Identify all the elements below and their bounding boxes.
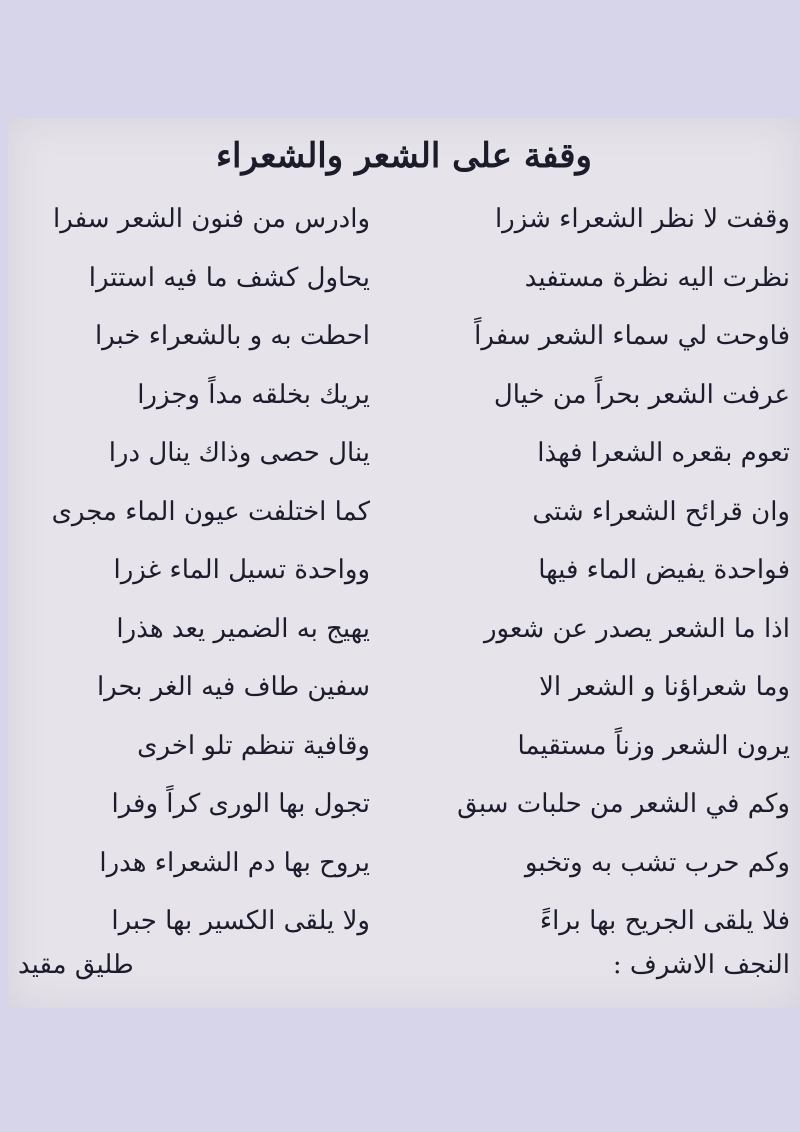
poem-footer <box>18 950 790 1000</box>
verse-first-hemistich: عرفت الشعر بحراً من خيال <box>493 379 790 410</box>
verse-line <box>18 658 790 717</box>
verse-first-hemistich: تعوم بقعره الشعرا فهذا <box>537 438 790 468</box>
verse-line <box>18 307 790 366</box>
verse-line <box>18 892 790 951</box>
verse-line <box>18 834 790 893</box>
verse-second-hemistich: كما اختلفت عيون الماء مجرى <box>51 496 370 527</box>
verse-second-hemistich: وواحدة تسيل الماء غزرا <box>113 555 370 585</box>
signature: طليق مقيد <box>18 950 134 980</box>
verse-first-hemistich: وكم في الشعر من حلبات سبق <box>457 789 790 819</box>
verse-line <box>18 190 790 249</box>
verse-second-hemistich: وقافية تنظم تلو اخرى <box>137 730 370 761</box>
verse-first-hemistich: فواحدة يفيض الماء فيها <box>538 555 790 585</box>
verse-first-hemistich: يرون الشعر وزناً مستقيما <box>517 730 790 761</box>
document-page <box>8 118 800 1008</box>
verse-line <box>18 483 790 542</box>
verse-first-hemistich: وان قرائح الشعراء شتى <box>532 496 790 527</box>
verse-first-hemistich: وكم حرب تشب به وتخبو <box>524 847 790 878</box>
verse-second-hemistich: سفين طاف فيه الغر بحرا <box>96 672 370 702</box>
verse-second-hemistich: ينال حصى وذاك ينال درا <box>108 438 370 468</box>
poem-body <box>18 190 790 951</box>
verse-second-hemistich: يريك بخلقه مداً وجزرا <box>137 379 370 410</box>
verse-second-hemistich: احطت به و بالشعراء خبرا <box>94 321 370 351</box>
verse-line <box>18 249 790 308</box>
verse-second-hemistich: وادرس من فنون الشعر سفرا <box>53 204 370 234</box>
verse-first-hemistich: نظرت اليه نظرة مستفيد <box>524 262 790 293</box>
verse-second-hemistich: تجول بها الورى كراً وفرا <box>111 789 370 819</box>
verse-second-hemistich: يروح بها دم الشعراء هدرا <box>99 847 370 878</box>
verse-first-hemistich: فلا يلقى الجريح بها براءً <box>539 906 790 936</box>
verse-second-hemistich: ولا يلقى الكسير بها جبرا <box>111 906 370 936</box>
verse-second-hemistich: يهيج به الضمير يعد هذرا <box>116 613 370 644</box>
verse-line <box>18 366 790 425</box>
verse-first-hemistich: وقفت لا نظر الشعراء شزرا <box>494 204 790 234</box>
verse-line <box>18 600 790 659</box>
verse-first-hemistich: فاوحت لي سماء الشعر سفراً <box>474 321 790 351</box>
poem-title: وقفة على الشعر والشعراء <box>216 136 592 176</box>
verse-first-hemistich: اذا ما الشعر يصدر عن شعور <box>483 613 790 644</box>
verse-line <box>18 775 790 834</box>
verse-line <box>18 717 790 776</box>
place-line: النجف الاشرف : <box>612 950 790 980</box>
verse-line <box>18 541 790 600</box>
verse-first-hemistich: وما شعراؤنا و الشعر الا <box>539 672 790 702</box>
verse-second-hemistich: يحاول كشف ما فيه استترا <box>88 262 370 293</box>
verse-line <box>18 424 790 483</box>
